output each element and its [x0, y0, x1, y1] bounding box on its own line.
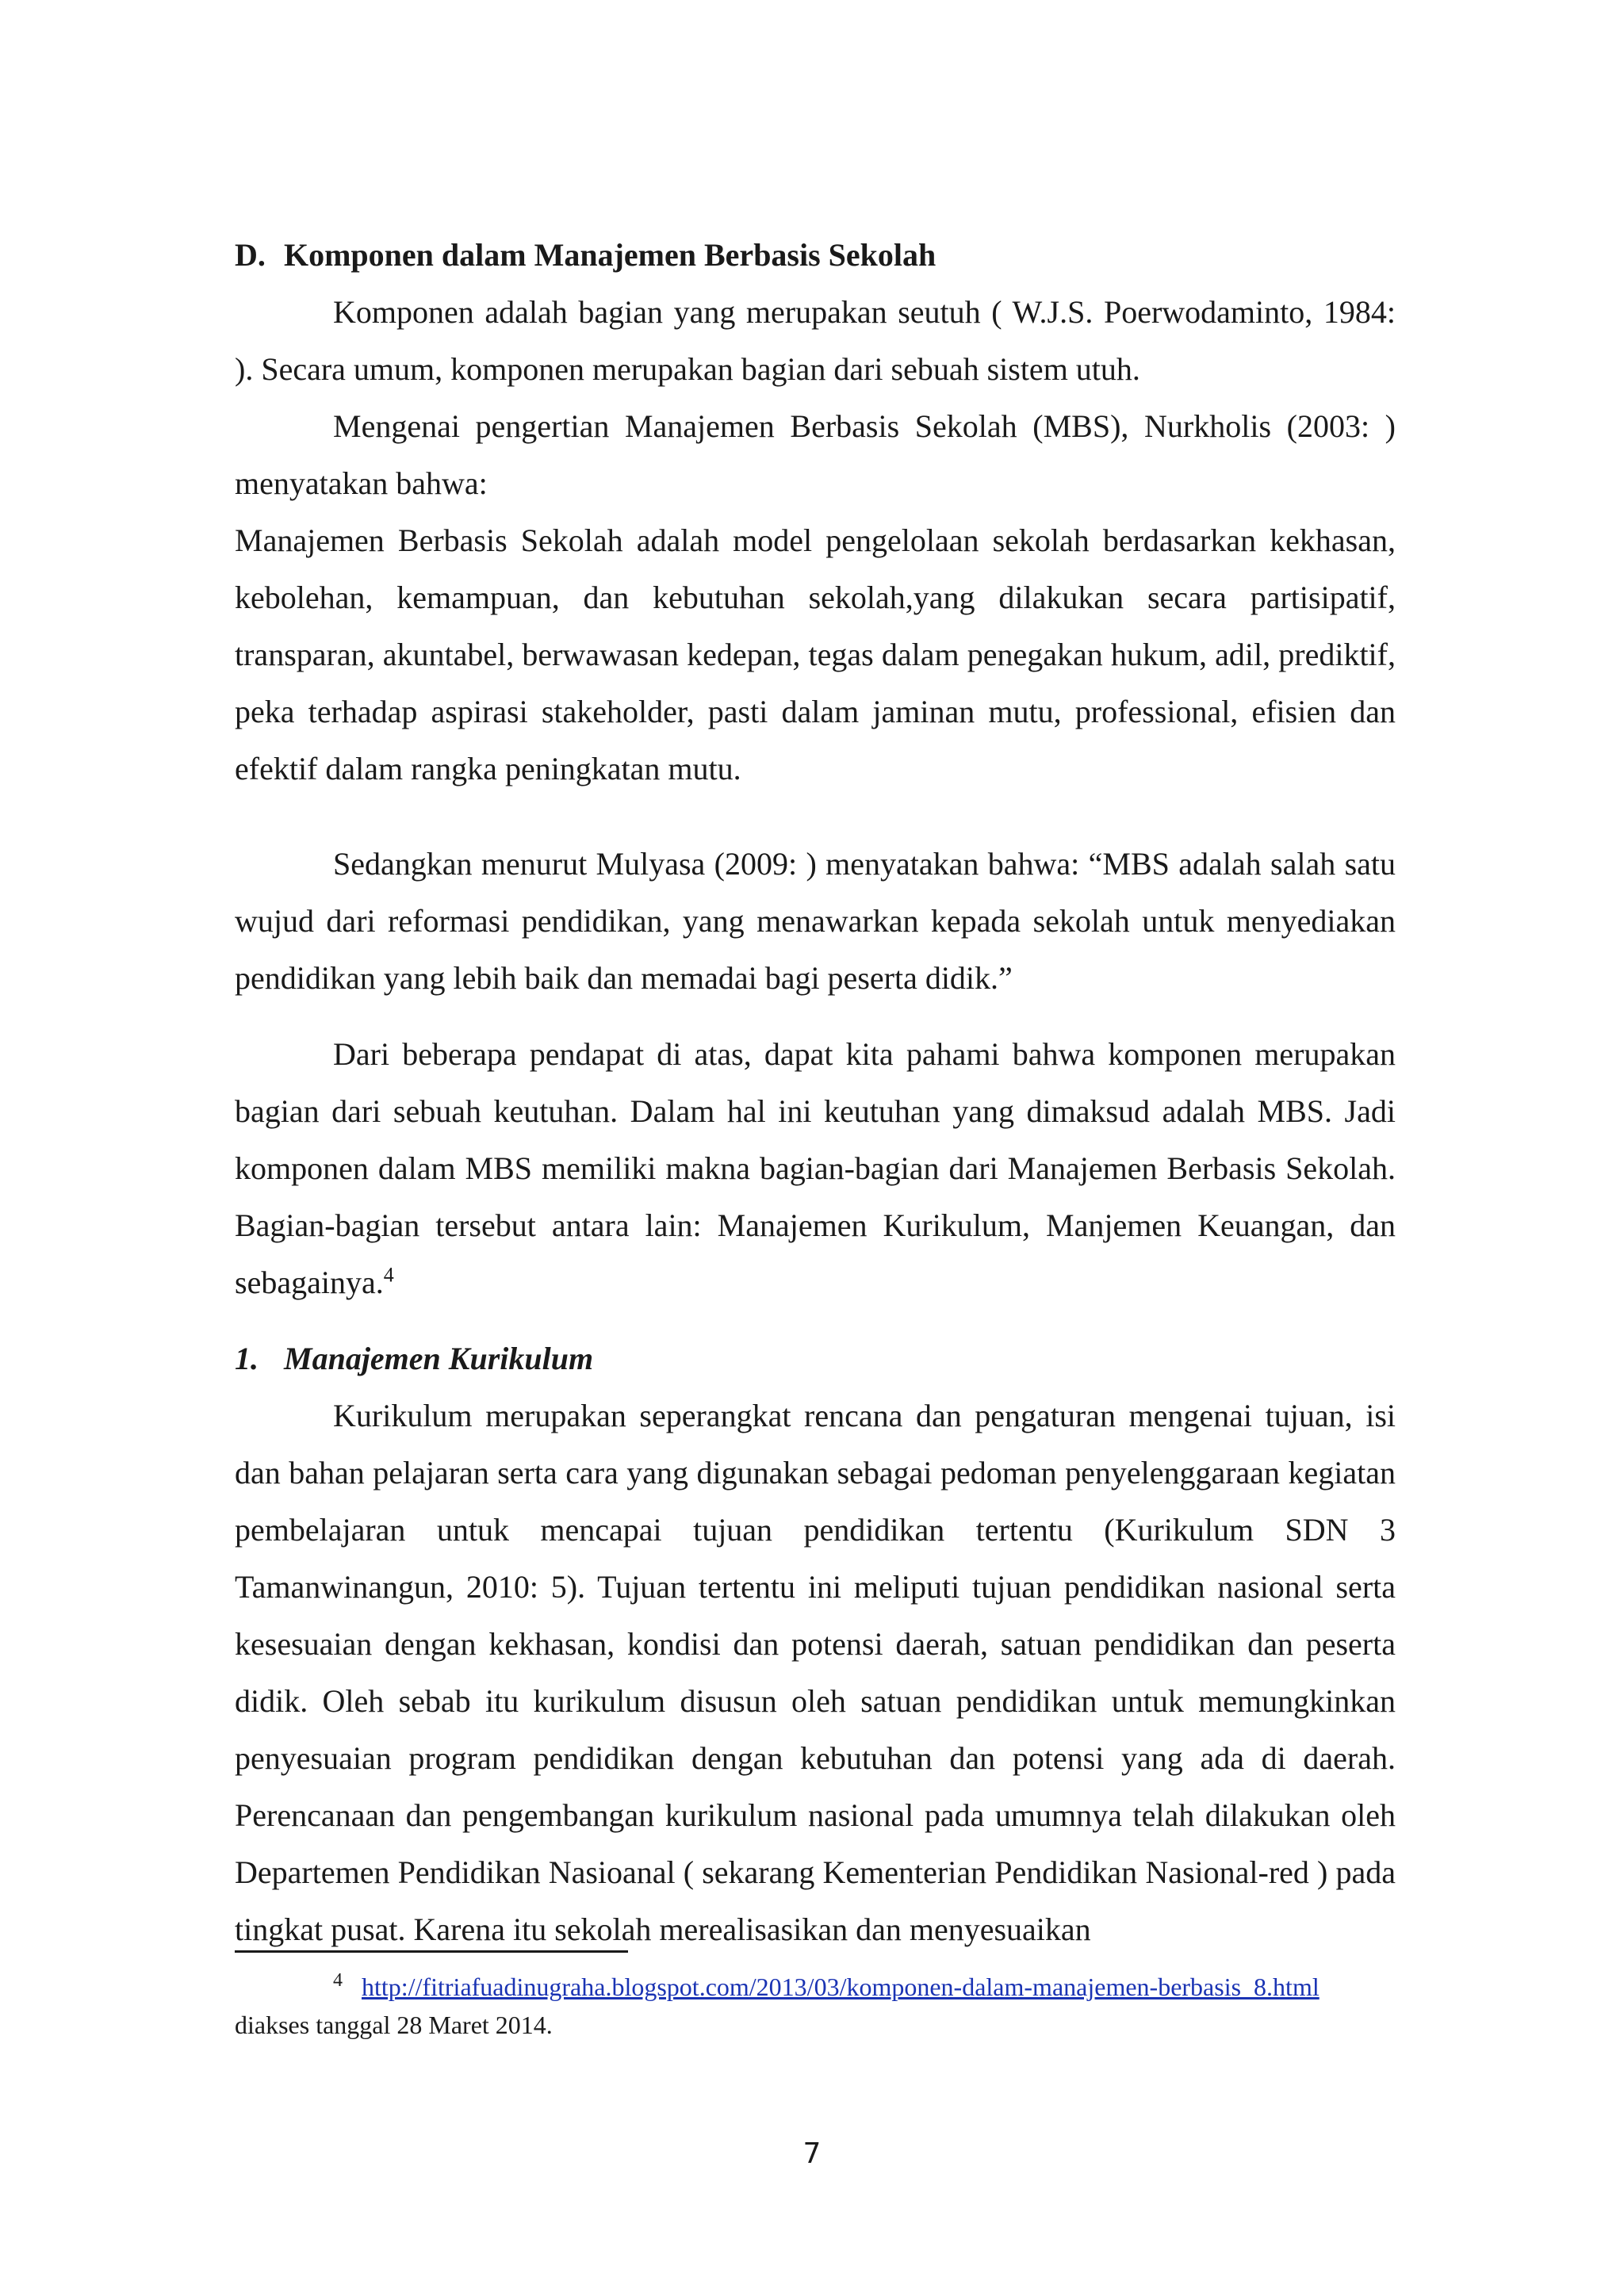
page-number: 7 — [802, 2137, 822, 2170]
subsection-heading — [235, 1330, 1396, 1387]
footnote-reference[interactable]: 4 — [383, 1263, 394, 1287]
footnote-separator — [235, 1950, 628, 1953]
section-heading — [235, 227, 1396, 284]
section-title: Komponen dalam Manajemen Berbasis Sekolah — [284, 237, 936, 273]
subsection-number: 1. — [235, 1341, 259, 1376]
paragraph-definition: Komponen adalah bagian yang merupakan seutuh ( W.J.S. Poerwodaminto, 1984: ). Secara umum, komponen merupakan bagian dari sebuah sistem utuh. — [235, 294, 1396, 387]
paragraph-mulyasa: Sedangkan menurut Mulyasa (2009: ) menyatakan bahwa: “MBS adalah salah satu wujud dari reformasi pendidikan, yang menawarkan kepada sekolah untuk menyediakan pendidikan yang lebih baik dan memadai bagi peserta didik.” — [235, 846, 1396, 996]
paragraph-nurkholis-intro: Mengenai pengertian Manajemen Berbasis Sekolah (MBS), Nurkholis (2003: ) menyatakan bahwa: — [235, 408, 1396, 501]
subsection-title: Manajemen Kurikulum — [284, 1341, 594, 1376]
footnote-link[interactable]: http://fitriafuadinugraha.blogspot.com/2013/03/komponen-dalam-manajemen-berbasis_8.html — [362, 1973, 1320, 2001]
section-number: D. — [235, 237, 266, 273]
paragraph-kurikulum: Kurikulum merupakan seperangkat rencana dan pengaturan mengenai tujuan, isi dan bahan pelajaran serta cara yang digunakan sebagai pedoman penyelenggaraan kegiatan pembelajaran untuk mencapai tujuan pendidikan tertentu (Kurikulum SDN 3 Tamanwinangun, 2010: 5). Tujuan tertentu ini meliputi tujuan pendidikan nasional serta kesesuaian dengan kekhasan, kondisi dan potensi daerah, satuan pendidikan dan peserta didik. Oleh sebab itu kurikulum disusun oleh satuan pendidikan untuk memungkinkan penyesuaian program pendidikan dengan kebutuhan dan potensi yang ada di daerah. Perencanaan dan pengembangan kurikulum nasional pada umumnya telah dilakukan oleh Departemen Pendidikan Nasioanal ( sekarang Kementerian Pendidikan Nasional-red ) pada tingkat pusat. Karena itu sekolah merealisasikan dan menyesuaikan — [235, 1398, 1396, 1947]
paragraph-conclusion-text: Dari beberapa pendapat di atas, dapat kita pahami bahwa komponen merupakan bagian dari sebuah keutuhan. Dalam hal ini keutuhan yang dimaksud adalah MBS. Jadi komponen dalam MBS memiliki makna bagian-bagian dari Manajemen Berbasis Sekolah. Bagian-bagian tersebut antara lain: Manajemen Kurikulum, Manjemen Keuangan, dan sebagainya. — [235, 1036, 1396, 1300]
quote-nurkholis: Manajemen Berbasis Sekolah adalah model pengelolaan sekolah berdasarkan kekhasan, kebolehan, kemampuan, dan kebutuhan sekolah,yang dilakukan secara partisipatif, transparan, akuntabel, berwawasan kedepan, tegas dalam penegakan hukum, adil, prediktif, peka terhadap aspirasi stakeholder, pasti dalam jaminan mutu, professional, efisien dan efektif dalam rangka peningkatan mutu. — [235, 522, 1396, 786]
main-content — [235, 227, 1396, 1958]
footnote — [235, 1968, 1396, 2044]
paragraph-conclusion — [235, 1026, 1396, 1311]
footnote-line — [235, 1968, 1396, 2006]
footnote-accessed: diakses tanggal 28 Maret 2014. — [235, 2011, 553, 2039]
footnote-mark: 4 — [333, 1970, 343, 1991]
